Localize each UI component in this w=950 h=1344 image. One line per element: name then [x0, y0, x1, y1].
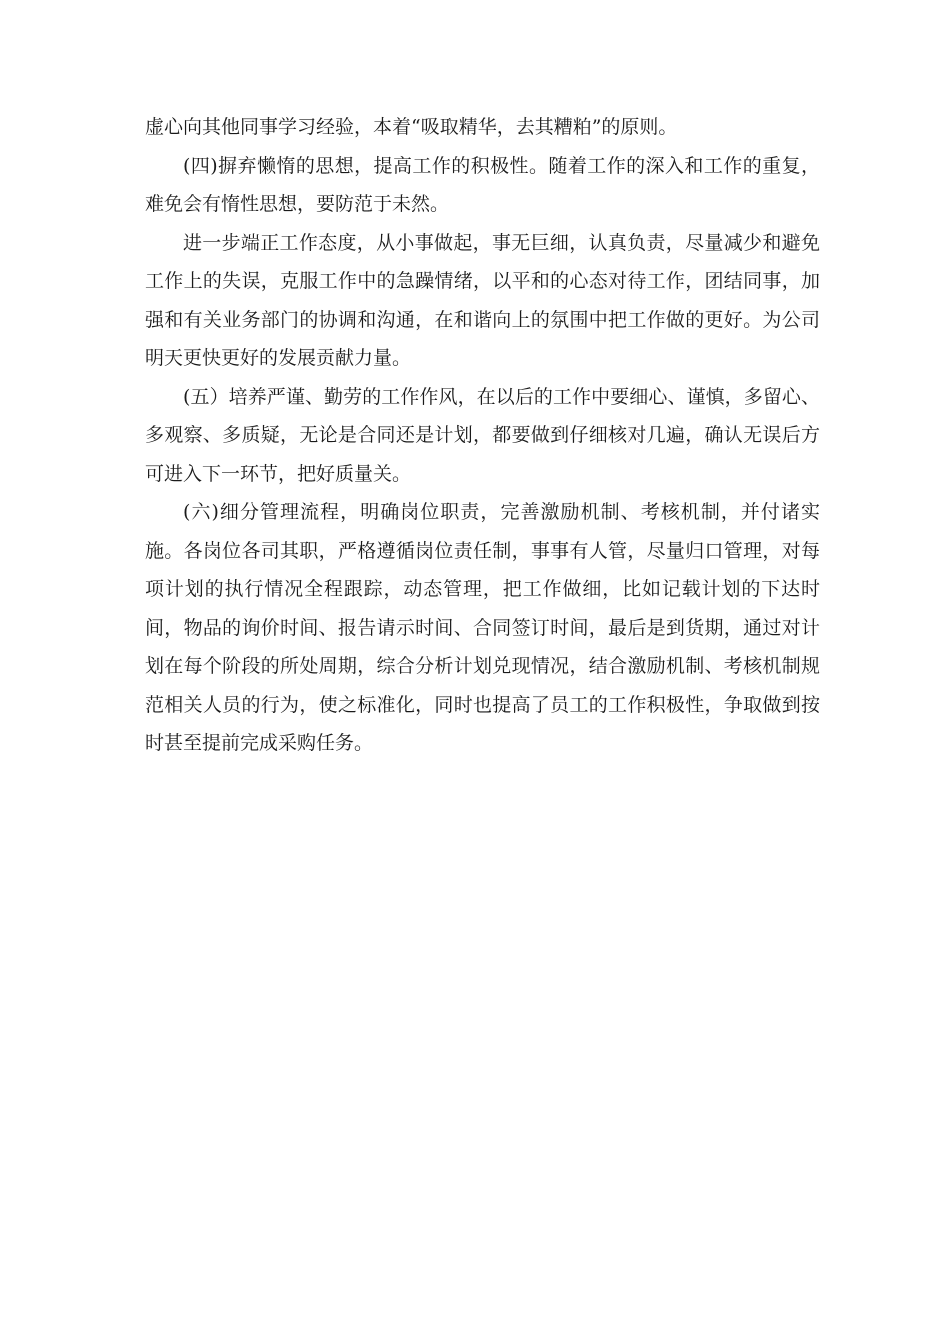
- paragraph-item-6: (六)细分管理流程，明确岗位职责，完善激励机制、考核机制，并付诸实施。各岗位各司其职，严格遵循岗位责任制，事事有人管，尽量归口管理，对每项计划的执行情况全程跟踪，动态管理，把工作做细，比如记载计划的下达时间，物品的询价时间、报告请示时间、合同签订时间，最后是到货期，通过对计划在每个阶段的所处周期，综合分析计划兑现情况，结合激励机制、考核机制规范相关人员的行为，使之标准化，同时也提高了员工的工作积极性，争取做到按时甚至提前完成采购任务。: [145, 501, 820, 754]
- document-body: [145, 108, 820, 763]
- paragraph-continuation: 虚心向其他同事学习经验，本着“吸取精华，去其糟粕”的原则。: [145, 116, 678, 138]
- paragraph-item-5: (五）培养严谨、勤劳的工作作风，在以后的工作中要细心、谨慎，多留心、多观察、多质疑，无论是合同还是计划，都要做到仔细核对几遍，确认无误后方可进入下一环节，把好质量关。: [145, 385, 820, 485]
- paragraph-work-attitude: 进一步端正工作态度，从小事做起，事无巨细，认真负责，尽量减少和避免工作上的失误，克服工作中的急躁情绪，以平和的心态对待工作，团结同事，加强和有关业务部门的协调和沟通，在和谐向上的氛围中把工作做的更好。为公司明天更快更好的发展贡献力量。: [145, 231, 820, 369]
- paragraph-item-4: (四)摒弃懒惰的思想，提高工作的积极性。随着工作的深入和工作的重复，难免会有惰性思想，要防范于未然。: [145, 154, 820, 215]
